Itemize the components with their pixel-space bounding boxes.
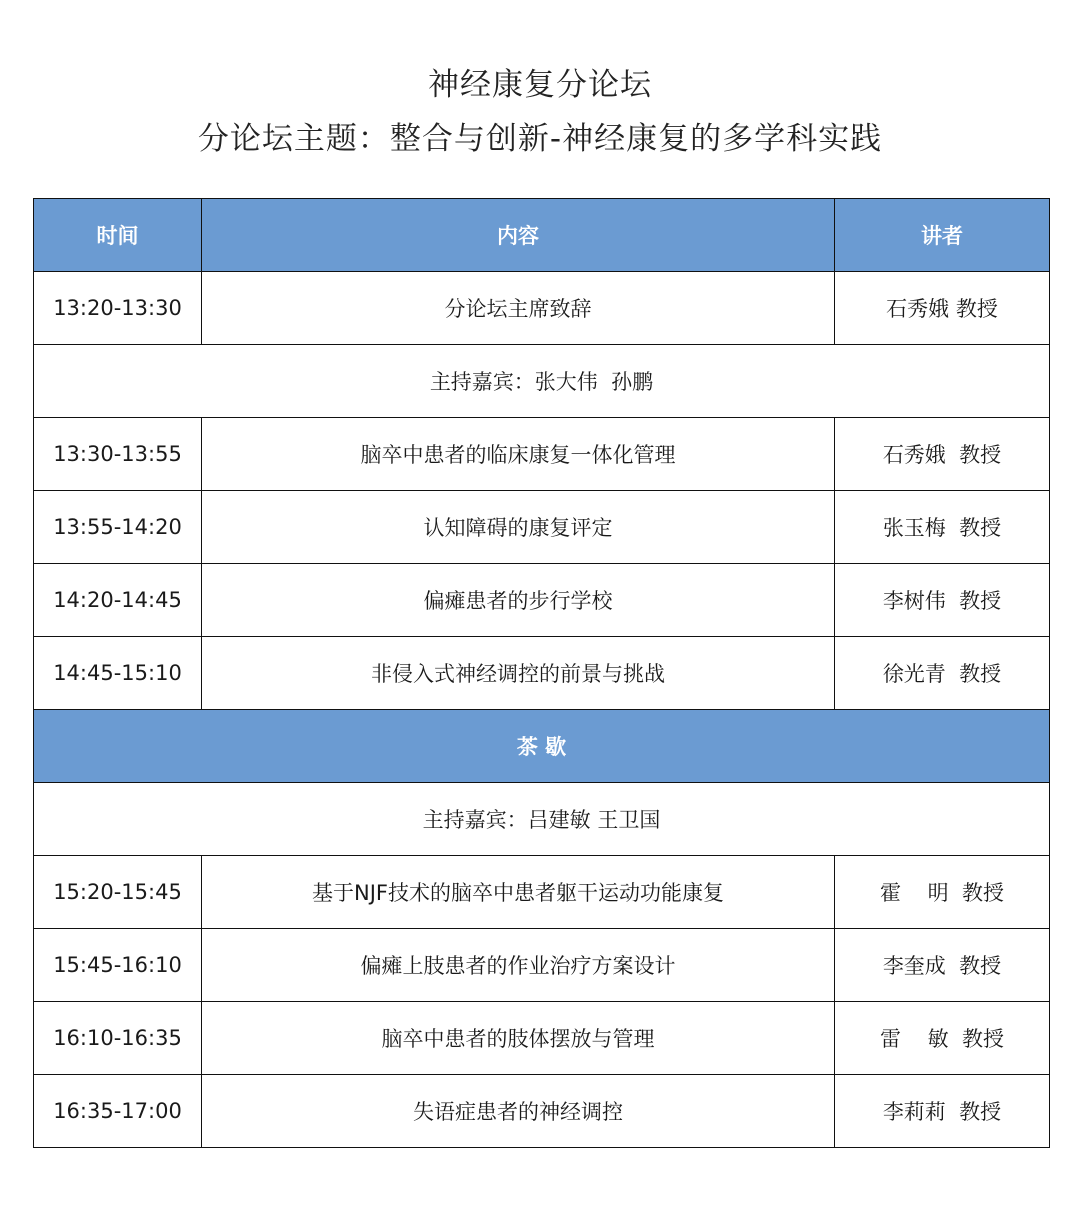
schedule-table — [33, 198, 1050, 1148]
session-content: 脑卒中患者的肢体摆放与管理 — [202, 1002, 835, 1075]
session-speaker: 李奎成 教授 — [835, 929, 1050, 1002]
session-speaker: 石秀娥 教授 — [835, 418, 1050, 491]
session-time: 15:20-15:45 — [34, 856, 202, 929]
session-time: 13:20-13:30 — [34, 272, 202, 345]
header-content: 内容 — [202, 199, 835, 272]
table-row — [34, 1075, 1050, 1148]
session-content: 偏瘫患者的步行学校 — [202, 564, 835, 637]
session-content: 认知障碍的康复评定 — [202, 491, 835, 564]
session-time: 15:45-16:10 — [34, 929, 202, 1002]
session-content: 基于NJF技术的脑卒中患者躯干运动功能康复 — [202, 856, 835, 929]
header-speaker: 讲者 — [835, 199, 1050, 272]
page-title-block — [0, 58, 1080, 166]
table-row — [34, 491, 1050, 564]
host-row — [34, 783, 1050, 856]
session-speaker: 张玉梅 教授 — [835, 491, 1050, 564]
forum-title: 神经康复分论坛 — [428, 67, 652, 103]
session-speaker: 石秀娥 教授 — [835, 272, 1050, 345]
tea-break-row — [34, 710, 1050, 783]
session-content: 脑卒中患者的临床康复一体化管理 — [202, 418, 835, 491]
session-speaker: 李莉莉 教授 — [835, 1075, 1050, 1148]
table-row — [34, 856, 1050, 929]
session-content: 失语症患者的神经调控 — [202, 1075, 835, 1148]
header-time: 时间 — [34, 199, 202, 272]
session-speaker: 雷 敏 教授 — [835, 1002, 1050, 1075]
tea-break-label: 茶 歇 — [34, 710, 1050, 783]
table-row — [34, 1002, 1050, 1075]
session-time: 16:10-16:35 — [34, 1002, 202, 1075]
session-content: 非侵入式神经调控的前景与挑战 — [202, 637, 835, 710]
table-row — [34, 564, 1050, 637]
session-time: 16:35-17:00 — [34, 1075, 202, 1148]
session-time: 13:30-13:55 — [34, 418, 202, 491]
host-text: 主持嘉宾：吕建敏 王卫国 — [34, 783, 1050, 856]
table-row — [34, 272, 1050, 345]
table-row — [34, 929, 1050, 1002]
session-speaker: 霍 明 教授 — [835, 856, 1050, 929]
table-header-row — [34, 199, 1050, 272]
session-time: 13:55-14:20 — [34, 491, 202, 564]
session-speaker: 李树伟 教授 — [835, 564, 1050, 637]
table-row — [34, 418, 1050, 491]
host-text: 主持嘉宾：张大伟 孙鹏 — [34, 345, 1050, 418]
session-speaker: 徐光青 教授 — [835, 637, 1050, 710]
session-content: 分论坛主席致辞 — [202, 272, 835, 345]
session-content: 偏瘫上肢患者的作业治疗方案设计 — [202, 929, 835, 1002]
host-row — [34, 345, 1050, 418]
session-time: 14:45-15:10 — [34, 637, 202, 710]
session-time: 14:20-14:45 — [34, 564, 202, 637]
table-row — [34, 637, 1050, 710]
forum-theme: 分论坛主题：整合与创新-神经康复的多学科实践 — [197, 121, 883, 157]
